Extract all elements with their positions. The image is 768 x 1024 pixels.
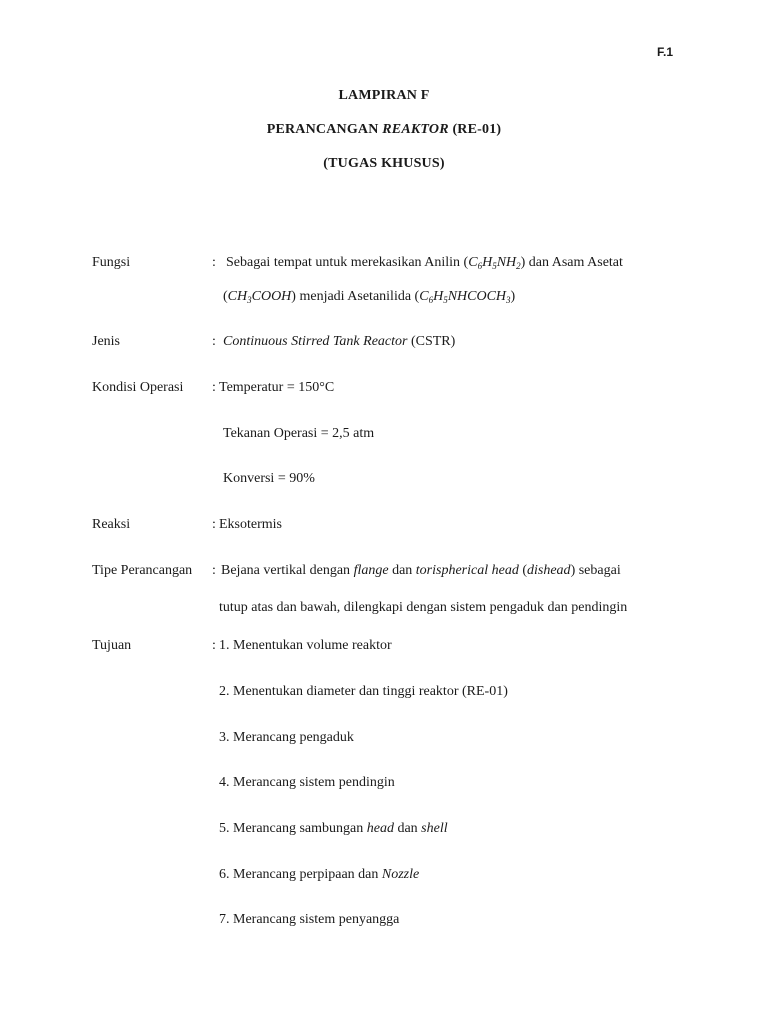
kondisi-row [0,380,768,400]
fungsi-row-2 [0,289,768,309]
tujuan-row-2 [0,684,768,704]
tekanan-row [0,426,768,446]
fungsi-value-line1: Sebagai tempat untuk merekasikan Anilin $(C_6H_5NH_2)$ dan Asam Asetat [226,255,623,271]
page-number: F.1 [657,45,674,59]
tujuan-row-7 [0,912,768,932]
kondisi-label: Kondisi Operasi [92,380,184,395]
tipe-row-2 [0,600,768,620]
jenis-label: Jenis [92,334,120,349]
tujuan-item-5: 5. Merancang sambungan head dan shell [219,821,448,836]
jenis-value: Continuous Stirred Tank Reactor (CSTR) [223,334,456,349]
design-title: PERANCANGAN REAKTOR (RE-01) [266,122,502,137]
tujuan-item-1: 1. Menentukan volume reaktor [219,638,392,653]
tujuan-colon: : [212,638,216,653]
tipe-label: Tipe Perancangan [92,563,193,578]
special-task-title: (TUGAS KHUSUS) [323,156,445,171]
fungsi-row [0,255,768,275]
temperatur-value: Temperatur = 150°C [219,380,335,395]
fungsi-value-line2: $(CH_3COOH)$ menjadi Asetanilida $(C_6H_5NHCOCH_3)$ [223,289,516,305]
tujuan-item-6: 6. Merancang perpipaan dan Nozzle [219,867,420,882]
konversi-row [0,471,768,491]
jenis-colon: : [212,334,216,349]
tipe-row [0,563,768,583]
tujuan-row [0,638,768,658]
tipe-colon: : [212,563,216,578]
reaksi-label: Reaksi [92,517,131,532]
fungsi-label: Fungsi [92,255,131,270]
kondisi-colon: : [212,380,216,395]
tipe-value-line1: Bejana vertikal dengan flange dan torispherical head (dishead) sebagai [221,563,621,578]
reaksi-colon: : [212,517,216,532]
tipe-value-line2: tutup atas dan bawah, dilengkapi dengan sistem pengaduk dan pendingin [219,600,628,615]
tujuan-item-3: 3. Merancang pengaduk [219,730,354,745]
reaksi-row [0,517,768,537]
tujuan-label: Tujuan [92,638,132,653]
tujuan-item-2: 2. Menentukan diameter dan tinggi reaktor (RE-01) [219,684,508,699]
tujuan-row-6 [0,867,768,887]
appendix-title: LAMPIRAN F [338,88,430,103]
fungsi-colon: : [212,255,216,270]
tujuan-row-3 [0,730,768,750]
tujuan-row-5 [0,821,768,841]
reaksi-value: Eksotermis [219,517,282,532]
jenis-row [0,334,768,354]
tujuan-item-4: 4. Merancang sistem pendingin [219,775,395,790]
tujuan-row-4 [0,775,768,795]
tujuan-item-7: 7. Merancang sistem penyangga [219,912,400,927]
tekanan-value: Tekanan Operasi = 2,5 atm [223,426,375,441]
konversi-value: Konversi = 90% [223,471,315,486]
